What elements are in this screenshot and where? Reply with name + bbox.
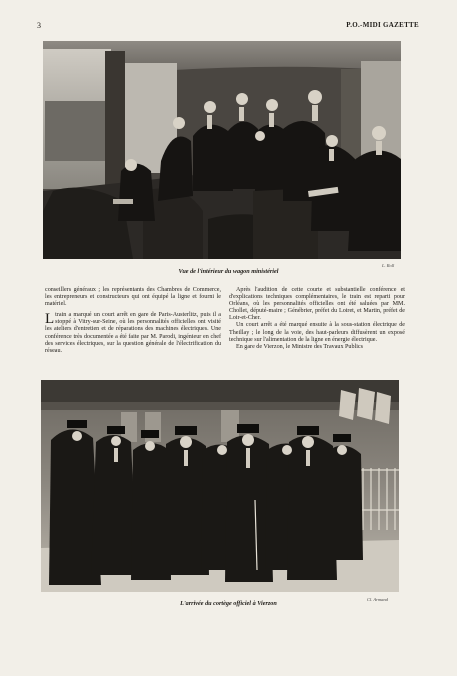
paragraph: Un court arrêt a été marqué ensuite à la sous-station électrique de Theillay ; le long de la voie, des haut-parleurs diffusèrent un exposé technique sur l'alimentation de la ligne en énergie électrique. (229, 322, 405, 343)
photo-wagon-interior (43, 41, 401, 259)
photo-credit-bottom: Cl. Armand (367, 597, 388, 602)
caption-top: Vue de l'intérieur du wagon ministériel (178, 268, 279, 275)
dropcap: L (45, 311, 55, 328)
paragraph-with-dropcap (45, 312, 221, 355)
paragraph: conseillers généraux ; les représentants des Chambres de Commerce, les entrepreneurs et constructeurs qui ont équipé la ligne et fourni le matériel. (45, 287, 221, 308)
paragraph: Après l'audition de cette courte et substantielle conférence et d'explications techniques complémentaires, le train est reparti pour Orléans, où les personnalités officielles ont été saluées par MM. Chollet, député-maire ; Génébrier, préfet du Loiret, et Martin, préfet de Loir-et-Cher. (229, 287, 405, 322)
paragraph: En gare de Vierzon, le Ministre des Travaux Publics (236, 343, 363, 350)
article-column-right (229, 287, 405, 351)
publication-title: P.O.-MIDI GAZETTE (346, 21, 419, 29)
article-column-left (45, 287, 221, 355)
photo-arrival-vierzon (41, 380, 399, 592)
page-number: 3 (37, 21, 41, 30)
photo-credit-top: L. Roll (382, 263, 395, 268)
paragraph-text: train a marqué un court arrêt en gare de Paris-Austerlitz, puis il a stoppé à Vitry-sur-Seine, où les personnalités officielles ont visité les ateliers d'entretien et de réparations des machines électriques. Une conférence très documentée a été faite par M. Parodi, ingénieur en chef des services électriques, sur la question générale de l'électrification du réseau. (45, 312, 221, 354)
caption-bottom: L'arrivée du cortège officiel à Vierzon (180, 600, 277, 607)
